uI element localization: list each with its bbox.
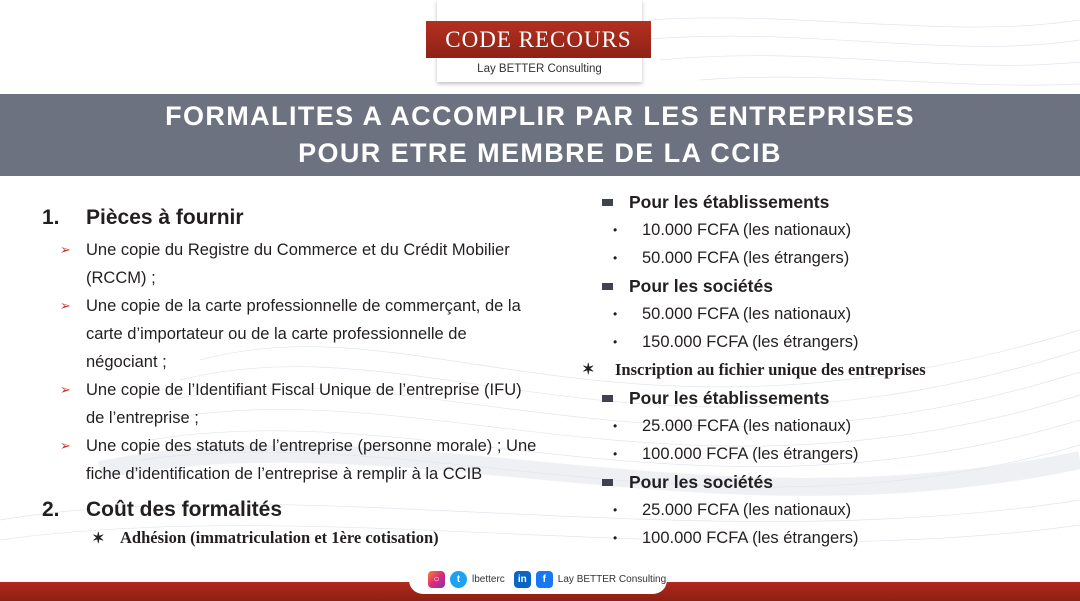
cost-group-heading xyxy=(582,384,1062,412)
list-item-text: Une copie de l’Identifiant Fiscal Unique de l’entreprise (IFU) de l’entreprise ; xyxy=(86,381,522,427)
square-bullet-icon xyxy=(602,199,613,206)
dot-bullet-icon: • xyxy=(613,335,618,349)
cost-group-label: Pour les établissements xyxy=(629,388,830,408)
square-bullet-icon xyxy=(602,395,613,402)
cost-group-heading xyxy=(582,272,1062,300)
arrow-bullet-icon: ➢ xyxy=(60,242,71,257)
cost-item-text: 100.000 FCFA (les étrangers) xyxy=(642,529,859,547)
facebook-icon[interactable]: f xyxy=(536,571,553,588)
dot-bullet-icon: • xyxy=(613,307,618,321)
cost-item xyxy=(582,524,1062,552)
cost-item xyxy=(582,300,1062,328)
list-item xyxy=(60,236,540,292)
adhesion-heading-text: Adhésion (immatriculation et 1ère cotisation) xyxy=(120,528,439,547)
list-item-text: Une copie des statuts de l’entreprise (personne morale) ; Une fiche d’identification de l’entreprise à remplir à la CCIB xyxy=(86,437,537,483)
cost-group-label: Pour les sociétés xyxy=(629,472,773,492)
section-1-number: 1. xyxy=(42,206,60,229)
cost-item xyxy=(582,496,1062,524)
cost-group-label: Pour les sociétés xyxy=(629,276,773,296)
footer-social xyxy=(409,564,667,594)
dot-bullet-icon: • xyxy=(613,447,618,461)
list-item xyxy=(60,376,540,432)
social-handle: lbetterc xyxy=(472,573,505,585)
cost-item xyxy=(582,244,1062,272)
arrow-bullet-icon: ➢ xyxy=(60,298,71,313)
dot-bullet-icon: • xyxy=(613,223,618,237)
twitter-icon[interactable]: t xyxy=(450,571,467,588)
section-1-title: Pièces à fournir xyxy=(86,206,244,229)
cost-item-text: 50.000 FCFA (les nationaux) xyxy=(642,305,852,323)
list-item xyxy=(60,432,540,488)
logo-name: CODE RECOURS xyxy=(426,21,651,58)
dot-bullet-icon: • xyxy=(613,251,618,265)
dot-bullet-icon: • xyxy=(613,419,618,433)
cost-item-text: 25.000 FCFA (les nationaux) xyxy=(642,417,852,435)
cost-group-heading xyxy=(582,468,1062,496)
documents-list xyxy=(60,236,540,488)
costs-column xyxy=(582,188,1062,552)
banner-title-line2: POUR ETRE MEMBRE DE LA CCIB xyxy=(298,138,782,168)
logo-company: Lay BETTER Consulting xyxy=(477,63,602,75)
cost-item-text: 50.000 FCFA (les étrangers) xyxy=(642,249,850,267)
list-item-text: Une copie de la carte professionnelle de commerçant, de la carte d’importateur ou de la carte professionnelle de négociant ; xyxy=(86,297,521,371)
inscription-heading-text: Inscription au fichier unique des entreprises xyxy=(615,360,926,379)
cost-item-text: 100.000 FCFA (les étrangers) xyxy=(642,445,859,463)
cost-group-label: Pour les établissements xyxy=(629,192,830,212)
banner-title-line1: FORMALITES A ACCOMPLIR PAR LES ENTREPRISES xyxy=(165,101,915,131)
square-bullet-icon xyxy=(602,283,613,290)
adhesion-heading xyxy=(92,528,439,548)
cost-group-heading xyxy=(582,188,1062,216)
dot-bullet-icon: • xyxy=(613,531,618,545)
arrow-bullet-icon: ➢ xyxy=(60,382,71,397)
list-item-text: Une copie du Registre du Commerce et du Crédit Mobilier (RCCM) ; xyxy=(86,241,510,287)
section-2-title: Coût des formalités xyxy=(86,498,283,521)
linkedin-icon[interactable]: in xyxy=(514,571,531,588)
section-2-number: 2. xyxy=(42,498,60,521)
cost-item xyxy=(582,440,1062,468)
square-bullet-icon xyxy=(602,479,613,486)
cost-item xyxy=(582,328,1062,356)
footer-company: Lay BETTER Consulting xyxy=(557,573,667,585)
cost-item-text: 150.000 FCFA (les étrangers) xyxy=(642,333,859,351)
arrow-bullet-icon: ➢ xyxy=(60,438,71,453)
cost-item-text: 25.000 FCFA (les nationaux) xyxy=(642,501,852,519)
star-bullet-icon: ✶ xyxy=(92,531,105,547)
cost-item-text: 10.000 FCFA (les nationaux) xyxy=(642,221,852,239)
inscription-heading xyxy=(582,356,1062,384)
cost-item xyxy=(582,216,1062,244)
cost-item xyxy=(582,412,1062,440)
instagram-icon[interactable]: ○ xyxy=(428,571,445,588)
list-item xyxy=(60,292,540,376)
star-bullet-icon: ✶ xyxy=(582,362,595,378)
dot-bullet-icon: • xyxy=(613,503,618,517)
